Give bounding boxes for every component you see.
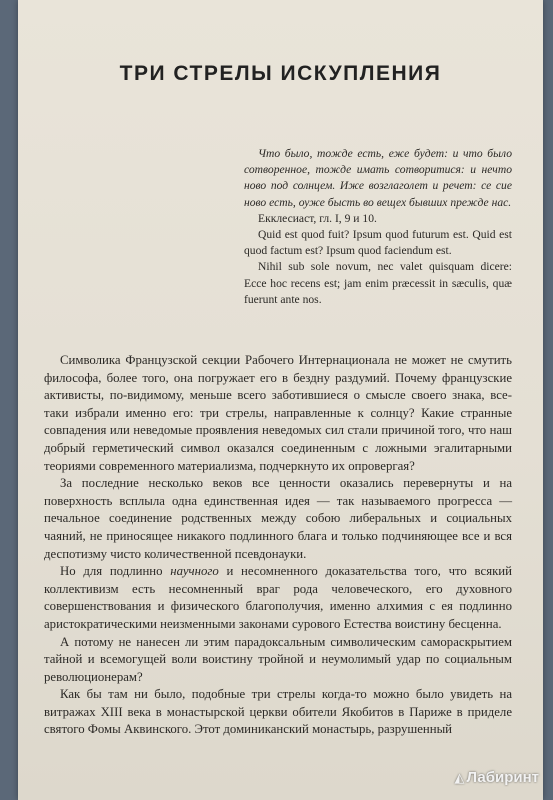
paragraph: За последние несколько веков все ценности оказались перевернуты и на поверхность всплыла одна единственная идея — так называемого прогресса — печальное соединение родственных между собою либеральных и социальных чаяний, не приносящее никакого подлинного блага и только подчиняющее все и вся деспотизму чисто количественной псевдонауки. xyxy=(44,476,512,561)
paragraph-text: Но для подлинно xyxy=(60,564,171,579)
epigraph-slavonic: Что было, тожде есть, еже будет: и что было сотворенное, тожде имать сотворитися: и нечто ново под солнцем. Иже возглаголет и речет: се сие ново есть, оуже бысть во вещех бывших прежде нас. xyxy=(244,147,512,209)
chapter-title: ТРИ СТРЕЛЫ ИСКУПЛЕНИЯ xyxy=(119,62,442,85)
labyrinth-logo-icon: ◭ xyxy=(454,770,465,785)
paragraph-text: и несомненного доказательства того, что всякий коллективизм есть несомненный враг рода человеческого, его духовного совершенствования и физического благополучия, именно алхимия с ея подлинно аристократическими неизменными законами сурового Естества воистину бесценна. xyxy=(44,564,512,631)
paragraph: Как бы там ни было, подобные три стрелы когда-то можно было увидеть на витражах XIII века в монастырской церкви обители Якобитов в Париже в приделе святого Фомы Аквинского. Этот доминиканский монастырь, разрушенный xyxy=(44,687,512,737)
paragraph: Символика Французской секции Рабочего Интернационала не может не смутить философа, более того, она погружает его в бездну раздумий. Почему французские активисты, по-видимому, меньше всего заботившиеся о смысле своего знака, все-таки избрали именно его: три стрелы, направленные к солнцу? Какие странные совпадения или неведомые проявления неведомых сил стали причиной того, что наш добрый герметический символ оказался соединенным с ложными эгалитарными теориями современного материализма, подчеркнуто их опровергая? xyxy=(44,353,512,473)
epigraph xyxy=(244,146,512,308)
watermark-text: Лабиринт xyxy=(466,769,539,786)
epigraph-latin-2: Nihil sub sole novum, nec valet quisquam dicere: Ecce hoc recens est; jam enim præcessit in sæculis, quæ fuerunt ante nos. xyxy=(244,260,512,306)
paragraph: А потому не нанесен ли этим парадоксальным символическим самораскрытием тайной и всемогущей воли воистину тройной и неумолимый удар по социальным революционерам? xyxy=(44,634,512,684)
epigraph-reference: Екклесиаст, гл. I, 9 и 10. xyxy=(258,211,377,225)
watermark xyxy=(454,769,539,786)
emphasis-text: научного xyxy=(170,564,219,579)
book-page xyxy=(18,0,543,800)
paragraph xyxy=(44,563,512,633)
body-text xyxy=(44,352,512,739)
epigraph-latin-1: Quid est quod fuit? Ipsum quod futurum est. Quid est quod factum est? Ipsum quod faciendum est. xyxy=(244,228,512,258)
